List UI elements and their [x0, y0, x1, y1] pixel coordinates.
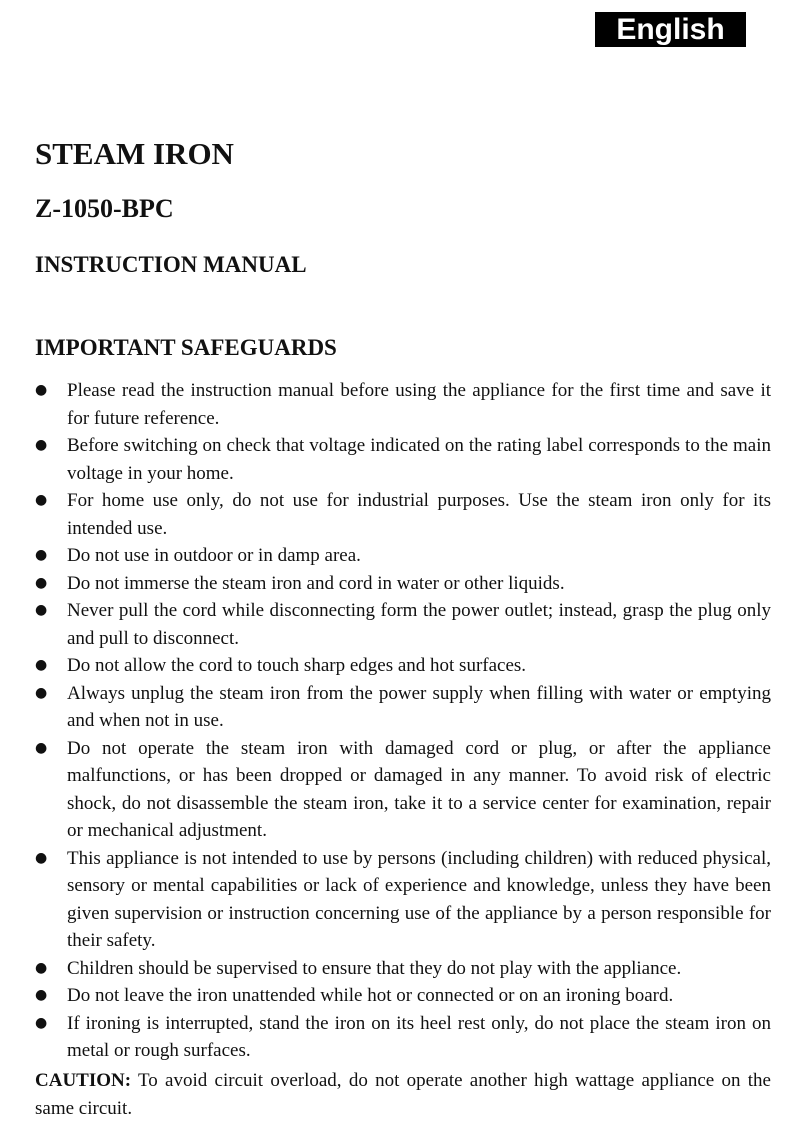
list-item-text: Do not use in outdoor or in damp area. — [67, 545, 361, 566]
list-item — [35, 542, 771, 570]
model-number: Z-1050-BPC — [35, 194, 174, 223]
list-item-text: This appliance is not intended to use by persons (including children) with reduced physical, sensory or mental capabilities or lack of experience and knowledge, unless they have been given supervision or instruction concerning use of the appliance by a person responsible for their safety. — [67, 847, 771, 951]
list-item — [35, 845, 771, 955]
list-item — [35, 735, 771, 845]
bullet-icon: ● — [35, 492, 48, 508]
bullet-icon: ● — [35, 602, 48, 618]
list-item-text: Do not leave the iron unattended while hot or connected or on an ironing board. — [67, 985, 674, 1006]
list-item-text: For home use only, do not use for industrial purposes. Use the steam iron only for its intended use. — [67, 490, 771, 539]
caution-text: To avoid circuit overload, do not operate another high wattage appliance on the same circuit. — [35, 1070, 771, 1119]
bullet-icon: ● — [35, 657, 48, 673]
safeguards-heading: IMPORTANT SAFEGUARDS — [35, 335, 337, 360]
bullet-icon: ● — [35, 1014, 48, 1031]
list-item — [35, 487, 771, 542]
bullet-icon: ● — [35, 684, 48, 701]
caution-label: CAUTION: — [35, 1070, 132, 1091]
bullet-icon: ● — [35, 849, 48, 866]
document-title: STEAM IRON — [35, 136, 234, 171]
list-item — [35, 570, 771, 598]
list-item-text: Please read the instruction manual before using the appliance for the first time and save it for future reference. — [67, 380, 771, 429]
list-item-text: Do not immerse the steam iron and cord in water or other liquids. — [67, 572, 565, 594]
bullet-icon: ● — [35, 959, 48, 976]
list-item — [35, 377, 771, 432]
bullet-icon: ● — [35, 437, 48, 453]
list-item-text: Do not operate the steam iron with damaged cord or plug, or after the appliance malfunctions, or has been dropped or damaged in any manner. To avoid risk of electric shock, do not disassemble the steam iron, take it to a service center for examination, repair or mechanical adjustment. — [67, 737, 771, 841]
safeguard-list — [35, 377, 771, 1065]
bullet-icon: ● — [35, 987, 48, 1003]
list-item — [35, 597, 771, 652]
bullet-icon: ● — [35, 574, 48, 591]
list-item — [35, 680, 771, 735]
list-item — [35, 652, 771, 680]
bullet-icon: ● — [35, 382, 48, 398]
language-badge: English — [595, 12, 746, 47]
list-item — [35, 432, 771, 487]
bullet-icon: ● — [35, 547, 48, 563]
list-item-text: Before switching on check that voltage indicated on the rating label corresponds to the main voltage in your home. — [67, 435, 771, 484]
list-item-text: Always unplug the steam iron from the power supply when filling with water or emptying and when not in use. — [67, 682, 771, 731]
list-item-text: If ironing is interrupted, stand the iron on its heel rest only, do not place the steam iron on metal or rough surfaces. — [67, 1012, 771, 1061]
list-item — [35, 955, 771, 983]
bullet-icon: ● — [35, 739, 48, 756]
list-item-text: Do not allow the cord to touch sharp edges and hot surfaces. — [67, 655, 527, 676]
list-item — [35, 1010, 771, 1065]
list-item-text: Never pull the cord while disconnecting form the power outlet; instead, grasp the plug only and pull to disconnect. — [67, 600, 771, 649]
list-item — [35, 982, 771, 1010]
list-item-text: Children should be supervised to ensure that they do not play with the appliance. — [67, 957, 682, 979]
caution-note — [35, 1067, 771, 1122]
document-type-heading: INSTRUCTION MANUAL — [35, 252, 307, 277]
